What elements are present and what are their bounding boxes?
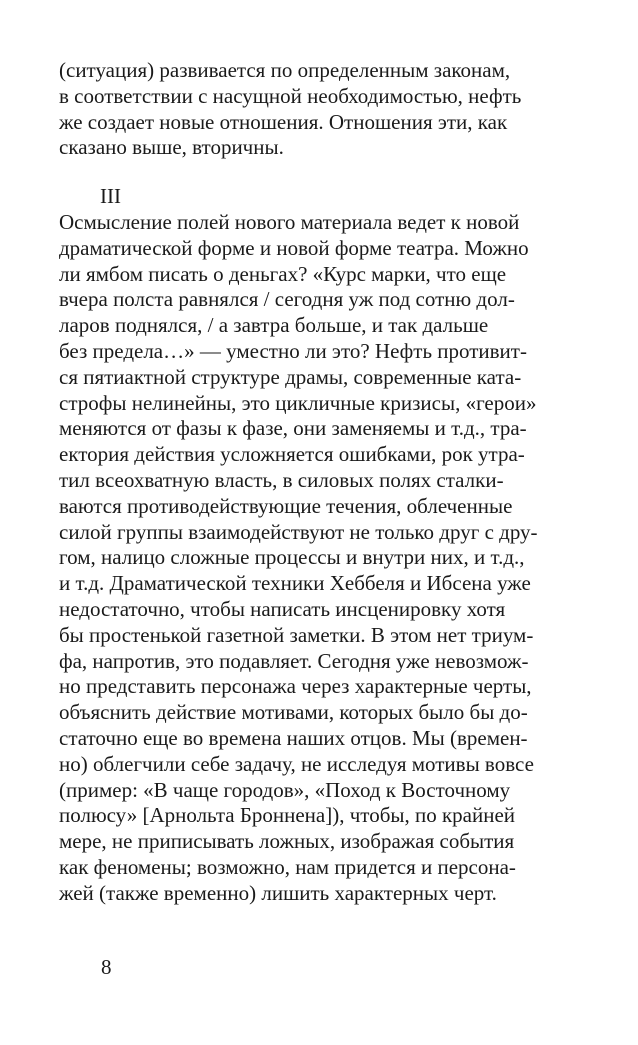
- text-line: бы простенькой газетной заметки. В этом нет триум-: [59, 622, 534, 647]
- text-line: как феномены; возможно, нам придется и персона-: [59, 854, 516, 879]
- text-line: недостаточно, чтобы написать инсценировку хотя: [59, 596, 506, 621]
- text-line: фа, напротив, это подавляет. Сегодня уже невозмож-: [59, 648, 529, 673]
- text-line: меняются от фазы к фазе, они заменяемы и т.д., тра-: [59, 416, 527, 441]
- text-line: вчера полста равнялся / сегодня уж под сотню дол-: [59, 287, 515, 312]
- text-line: мере, не приписывать ложных, изображая события: [59, 829, 515, 854]
- text-line: строфы нелинейны, это цикличные кризисы, «герои»: [59, 390, 537, 415]
- text-line: полюсу» [Арнольта Броннена]), чтобы, по крайней: [59, 803, 516, 828]
- text-line: ваются противодействующие течения, облеченные: [59, 493, 513, 518]
- page-number: 8: [101, 955, 112, 979]
- text-line: жей (также временно) лишить характерных черт.: [59, 880, 497, 905]
- text-line: же создает новые отношения. Отношения эти, как: [59, 109, 508, 134]
- text-line: в соответствии с насущной необходимостью, нефть: [59, 83, 522, 108]
- paragraph-2: [59, 210, 538, 907]
- text-line: но) облегчили себе задачу, не исследуя мотивы вовсе: [59, 751, 534, 776]
- text-line: ектория действия усложняется ошибками, рок утра-: [59, 442, 525, 467]
- text-line: Осмысление полей нового материала ведет к новой: [59, 210, 520, 234]
- text-line: драматической форме и новой форме театра. Можно: [59, 235, 529, 260]
- text-line: без предела…» — уместно ли это? Нефть противит-: [59, 338, 527, 363]
- paragraph-1: [59, 58, 521, 161]
- text-line: объяснить действие мотивами, которых было бы до-: [59, 700, 528, 725]
- text-line: ларов поднялся, / а завтра больше, и так дальше: [59, 313, 489, 338]
- text-line: ся пятиактной структуре драмы, современные ката-: [59, 364, 522, 389]
- text-line: гом, налицо сложные процессы и внутри них, и т.д.,: [59, 545, 525, 570]
- text-line: сказано выше, вторичны.: [59, 135, 284, 160]
- text-line: статочно еще во времена наших отцов. Мы (времен-: [59, 725, 528, 750]
- text-line: (пример: «В чаще городов», «Поход к Восточному: [59, 777, 511, 802]
- text-line: но представить персонажа через характерные черты,: [59, 674, 532, 699]
- text-line: ли ямбом писать о деньгах? «Курс марки, что еще: [59, 261, 507, 286]
- text-line: (ситуация) развивается по определенным законам,: [59, 58, 511, 82]
- section-heading: III: [100, 184, 121, 208]
- text-line: тил всеохватную власть, в силовых полях сталки-: [59, 467, 504, 492]
- text-line: силой группы взаимодействуют не только друг с дру-: [59, 519, 538, 544]
- text-line: и т.д. Драматической техники Хеббеля и Ибсена уже: [59, 571, 531, 596]
